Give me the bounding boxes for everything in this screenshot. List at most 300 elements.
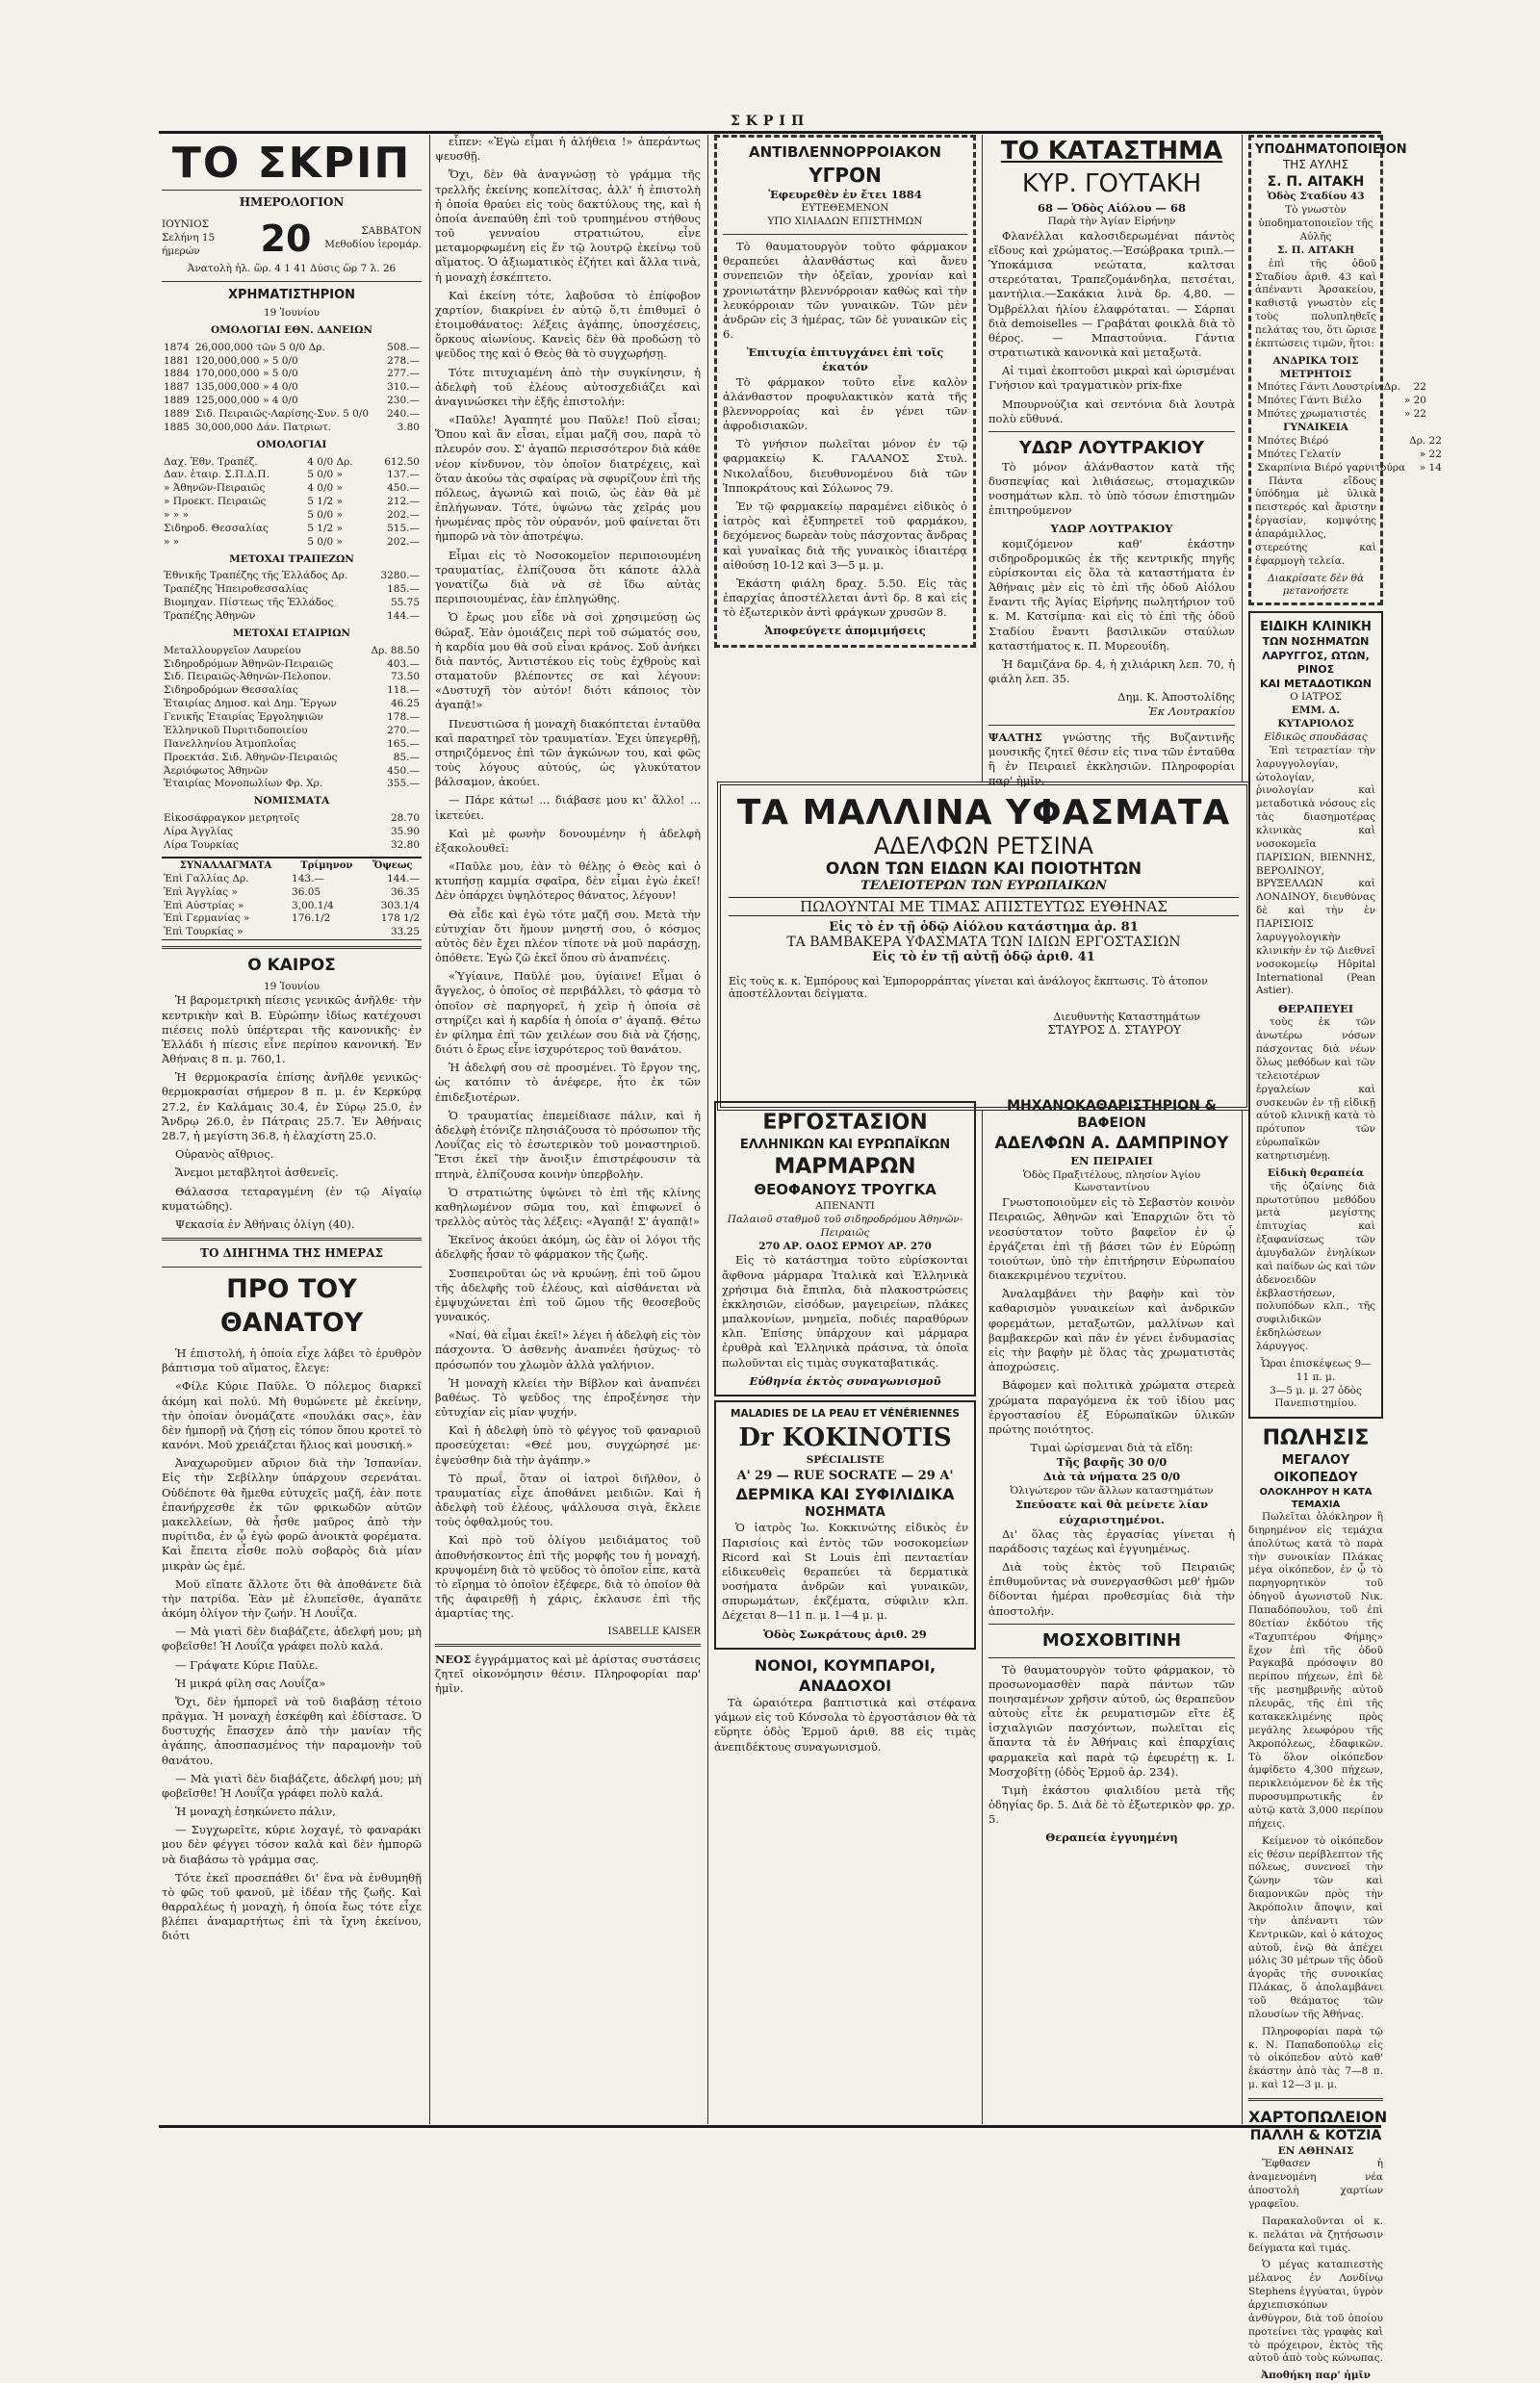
table-cell: 5 1/2 » <box>307 496 343 508</box>
table-cell: Προεκτάσ. Σιδ. Ἀθηνῶν-Πειραιῶς <box>164 751 338 763</box>
column-2 <box>435 135 701 2124</box>
story-text <box>162 1346 422 1944</box>
column-3-lower <box>714 1097 976 2124</box>
table-cell: Δρ. 22 <box>1409 434 1442 447</box>
story-paragraph: Ἡ ἐπιστολή, ἡ ὁποία εἶχε λάβει τὸ ἐρυθρὸν βάπτισμα τοῦ αἵματος, ἔλεγε: <box>162 1346 422 1375</box>
table-cell: 144.— <box>387 610 420 623</box>
table-row <box>162 886 422 900</box>
table-cell: 3,00.1/4 <box>292 899 334 911</box>
table-row <box>162 509 422 523</box>
companies-table <box>162 645 422 791</box>
table-cell: » 22 <box>1403 408 1426 421</box>
shoemaker-name-2: Σ. Π. ΑΙΤΑΚΗ <box>1276 243 1355 256</box>
goutakis-near: Παρὰ τὴν Ἁγίαν Εἰρήνην <box>1047 215 1176 227</box>
dyeworks-text-4: Δι' ὅλας τὰς ἐργασίας γίνεται ἡ παράδοσις ταχέως καὶ ἐγγυημένως. <box>988 1526 1235 1555</box>
table-cell: 135,000,000 » 4 0/0 <box>194 381 298 394</box>
story-kicker: ΤΟ ΔΙΗΓΗΜΑ ΤΗΣ ΗΜΕΡΑΣ <box>200 1246 383 1261</box>
dyeworks-price-2: Διὰ τὰ νήματα 25 0/0 <box>1042 1470 1181 1484</box>
table-cell: Ἑταιρίας Μονοπωλίων Φρ. Χρ. <box>164 778 323 790</box>
table-cell: Βιομηχαν. Πίστεως τῆς Ἑλλάδος <box>164 597 334 609</box>
table-cell: 5 0/0 » <box>307 509 343 522</box>
sale-text-2: Κείμενον τὸ οἰκόπεδον εἰς θέσιν περίβλεπτον τῆς πόλεως, συνενοεῖ τὴν ζώνην τῶν καὶ διαμονικῶν πρὸς τὴν Ἀκρόπολιν ἄποψιν, καὶ τὴν ἀπέναντι τῶν Κεντρικῶν, καὶ ὁ κάτοχος αὐτοῦ, ἐνῷ θὰ ἀπέχει μόλις 30 μέτρων τῆς ὁδοῦ ἀγορᾶς τῆς συνοικίας Πλάκας, ὅ ἀπολαμβάνει τοῦ θεάματος τῶν πλουσίων τῆς Ἀθήνας. <box>1248 1834 1383 2020</box>
story-author: ISABELLE KAISER <box>607 1626 701 1637</box>
table-cell: 125,000,000 » 4 0/0 <box>194 395 298 407</box>
stationery-place: ΕΝ ΑΘΗΝΑΙΣ <box>1277 2144 1354 2157</box>
clinic-doctor-label: Ο ΙΑΤΡΟΣ <box>1290 691 1342 704</box>
column-separator <box>707 135 708 2124</box>
table-cell: 310.— <box>387 381 420 394</box>
table-row <box>162 610 422 624</box>
clinic-doctor-name: ΕΜΜ. Δ. ΚΥΤΑΡΙΟΛΟΣ <box>1277 705 1354 730</box>
clinic-text-2: τοὺς ἐκ τῶν ἀνωτέρω νόσων πάσχοντας διὰ νέων ὅλως μεθόδων καὶ τῶν τελειοτέρων ἐργαλείων καὶ συσκευῶν ἐν τῇ εἰδικῇ αὐτοῦ κλινικῇ κατὰ τὸ πρότυπον τῶν εὐρωπαϊκῶν κατηρτισμένῃ. <box>1256 1016 1375 1162</box>
column-5-content <box>1248 135 1442 2382</box>
table-cell: 4 0/0 Δρ. <box>307 455 353 468</box>
table-cell: 5 0/0 » <box>307 535 343 548</box>
table-cell: » 22 <box>1419 448 1442 460</box>
bonds-table <box>162 342 422 435</box>
shoemaker-text-2: ἐπὶ τῆς ὁδοῦ Σταδίου ἀριθ. 43 καὶ ἀπέναντι Ἀρσακείου, καθιστᾷ γνωστὸν εἰς τοὺς πολυπληθεῖς πελάτας του, ὅτι ὥρισε ἐκπτώσεις τιμῶν, ἤτοι: <box>1255 257 1376 349</box>
clinic-sub: ΤΩΝ ΝΟΣΗΜΑΤΩΝ <box>1262 635 1370 649</box>
marble-line-2: ΜΑΡΜΑΡΩΝ <box>774 1155 916 1180</box>
table-cell: 165.— <box>387 737 420 750</box>
story-paragraph: — Γράψατε Κύριε Παῦλε. <box>175 1657 319 1672</box>
ad-text: Τὸ θαυματουργὸν τοῦτο φάρμακον θεραπεύει ἀλανθάστως καὶ ἄνευ συνεπειῶν τὴν ὀξεῖαν, χρονίαν καὶ χρονιωτάτην βλεννόρροιαν καθὼς καὶ τὴν λευκόρροιαν τῶν γυναικῶν. Τῶν μὲν ἀνδρῶν εἰς 3 ἡμέρας, τῶν δὲ γυναικῶν εἰς 6. <box>723 240 967 342</box>
table-row <box>162 684 422 698</box>
table-row <box>162 698 422 711</box>
table-cell: 508.— <box>387 341 420 353</box>
table-row <box>162 496 422 509</box>
dyeworks-text-3: Βάφομεν καὶ πολιτικὰ χρώματα στερεὰ χρώματα παραγόμενα ἐκ τοῦ ἰδίου μας ἐργοστασίου ἐξ Εὐρωπαϊκῶν ὑλικῶν πρώτης ποιότητος. <box>988 1378 1235 1436</box>
ad-shoemaker <box>1248 135 1442 605</box>
story-paragraph: Συσπειροῦται ὡς νὰ κρυώνῃ, ἐπὶ τοῦ ὤμου τῆς ἀδελφῆς τοῦ ἐλέους, καὶ αἰσθάνεται νὰ ἐμψυχώνεται ἐπὶ τοῦ ὤμου τῆς θεοσεβοῦς γυναικός. <box>435 1266 701 1324</box>
kokinotis-title: ΔΕΡΜΙΚΑ ΚΑΙ ΣΥΦΙΛΙΔΙΚΑ <box>735 1485 955 1504</box>
ad-title: ΑΝΤΙΒΛΕΝΝΟΡΡΟΙΑΚΟΝ <box>749 143 941 161</box>
stationery-title: ΧΑΡΤΟΠΩΛΕΙΟΝ <box>1248 2107 1388 2126</box>
stationery-text: Ἔφθασεν ἡ ἀναμενομένη νέα ἀποστολὴ χαρτίων γραφεῖου. <box>1248 2158 1383 2210</box>
story-paragraph: Ὄχι, δὲν ἠμπορεῖ νὰ τοῦ διαβάσῃ τέτοιο πρᾶγμα. Ἡ μοναχὴ ἐσκέφθη καὶ ἐδίστασε. Ὁ δυστυχής ἔπασχεν ἀπὸ τὴν μανίαν τῆς ἀγάπης, ἀποσπασμένος τὴν παραμονὴν τοῦ θανάτου. <box>162 1694 422 1767</box>
story-paragraph: Τὸ πρωΐ, ὅταν οἱ ἰατροὶ διῆλθον, ὁ τραυματίας εἶχε ἀποθάνει μειδιῶν. Καὶ ἡ ἀδελφὴ τοῦ ἐλέους, ψάλλουσα σιγὰ, ἔκλειε τοὺς ὀφθαλμούς του. <box>435 1471 701 1529</box>
kokinotis-spec: SPÉCIALISTE <box>806 1454 885 1467</box>
fabrics-signature: ΣΤΑΥΡΟΣ Δ. ΣΤΑΥΡΟΥ <box>1047 1023 1181 1037</box>
cantor-title: ΨΑΛΤΗΣ <box>988 730 1042 744</box>
table-cell: 176.1/2 <box>292 912 331 925</box>
story-paragraph: Τότε ἐκεῖ προσεπάθει δι' ἕνα νὰ ἐνθυμηθῇ τὸ φῶς τοῦ φανοῦ, μὲ ἰδέαν τῆς ζωῆς. Καὶ θαρραλέως ἡ μοναχὴ, ἡ ὁποία ἔως τότε εἶχε βλέπει ἀναμαρτήτως ἐπὶ τὰ ἴχνη ἐκείνου, διότι <box>162 1870 422 1943</box>
table-row <box>162 469 422 482</box>
dyeworks-text: Γνωστοποιοῦμεν εἰς τὸ Σεβαστὸν κοινὸν Πειραιῶς, Ἀθηνῶν καὶ Ἐπαρχιῶν ὅτι τὸ νεοσύστατον τοῦτο βαφεῖον ἐν ᾧ ἐργάζεται ἐπὶ τῇ βάσει τῶν ἐν Εὐρώπῃ τοιούτων, ὑπὸ τὴν ἐπιτήρησιν Εὐρωπαίου διακεκριμένου τεχνίτου. <box>988 1195 1235 1283</box>
coins-title: ΝΟΜΙΣΜΑΤΑ <box>253 795 330 807</box>
table-row <box>162 456 422 470</box>
table-cell: 178.— <box>387 711 420 724</box>
table-cell: 73.50 <box>390 671 420 683</box>
goutakis-title: ΤΟ ΚΑΤΑΣΤΗΜΑ <box>1000 137 1223 166</box>
ad-clinic <box>1248 611 1383 1419</box>
shoemaker-women-table <box>1255 435 1444 475</box>
loutraki-name: ΥΔΩΡ ΛΟΥΤΡΑΚΙΟΥ <box>1050 522 1173 536</box>
calendar-moon: Σελήνη 15 ήμερών <box>162 231 216 257</box>
table-cell: 3280.— <box>380 570 420 582</box>
table-cell: Σιδηροδ. Θεσσαλίας <box>164 522 269 534</box>
table-cell: » Ἀθηνῶν-Πειραιῶς <box>164 482 266 495</box>
loutraki-price: Ἡ δαμιζάνα δρ. 4, ἡ χιλιάρικη λεπ. 70, ἡ φιάλη λεπ. 35. <box>988 656 1235 686</box>
table-row <box>162 422 422 435</box>
table-cell: 450.— <box>387 482 420 495</box>
marble-owner: ΘΕΟΦΑΝΟΥΣ ΤΡΟΥΓΚΑ <box>754 1181 937 1199</box>
table-cell: Ἐπὶ Αὐστρίας » <box>164 899 244 911</box>
stationery-text-3: Ὁ μέγας καταπιεστὴς μέλανος ἐν Λονδίνῳ Stephens ἐγγύαται, ὑγρὸν ἀρχιεπισκόπων ἀνθύγρον, διὰ τοῦ ὁποίου προτείνει τὰς γραφὰς καὶ τὸ πρόχειρον, ἐκτὸς τῆς αὐτοῦ ἀπὸ τοὺς κώνωπας. <box>1248 2259 1383 2365</box>
goutakis-note: Αἱ τιμαὶ ἐκοπτοῦσι μικραὶ καὶ ὡρισμέναι Γνήσιον καὶ τραγματικὸν prix-fixe <box>988 364 1235 393</box>
table-row <box>162 812 422 826</box>
story-paragraph: εἶπεν: «Ἐγὼ εἶμαι ἡ ἀλήθεια !» ἀπεράντως ψευσθῇ. <box>435 135 701 164</box>
fx-header-cell: Τρίμηνον <box>300 859 353 871</box>
fx-header-cell: Ὄψεως <box>372 859 413 871</box>
marble-text: Εἰς τὸ κατάστημα τοῦτο εὑρίσκονται ἄφθονα μάρμαρα Ἰταλικὰ καὶ Ἑλληνικὰ χρήσιμα διὰ ἔπιπλα, διὰ πλακοστρώσεις ἐκκλησιῶν, εἰσόδων, μαγειρείων, πλάκες μπαλκονίων, μνημεῖα, ποδιές παραθύρων κλπ. Ἐπίσης ὑπάρχουν καὶ μάρμαρα ἐρυθρὰ καὶ Ἑλληνικὰ πράσινα, τὰ ὁποῖα πωλοῦνται εἰς τιμὰς συγκαταβατικάς. <box>722 1253 968 1370</box>
newspaper-logo: ΤΟ ΣΚΡΙΠ <box>171 139 412 188</box>
stationery-footer: Ἀποθήκη παρ' ἡμῖν <box>1261 2370 1371 2382</box>
story-paragraph: Ἡ μοναχὴ ἐσηκώνετο πάλιν, <box>175 1805 336 1819</box>
column-separator <box>429 135 430 2124</box>
fabrics-line-4: ΤΑ ΒΑΜΒΑΚΕΡΑ ΥΦΑΣΜΑΤΑ ΤΩΝ ΙΔΙΩΝ ΕΡΓΟΣΤΑΣΙΩΝ <box>786 935 1181 950</box>
table-cell: 22 <box>1413 381 1426 394</box>
table-cell: 178 1/2 <box>380 912 420 925</box>
calendar-month: ΙΟΥΝΙΟΣ <box>162 218 210 231</box>
table-cell: 85.— <box>393 751 420 763</box>
table-cell: » Προεκτ. Πειραιῶς <box>164 496 267 508</box>
sunrise-sunset: Ἀνατολὴ ἡλ. ὥρ. 4 1 41 Δύσις ὥρ 7 λ. 26 <box>187 262 397 274</box>
fabrics-address-1: Εἰς τὸ ἐν τῇ ὁδῷ Αἰόλου κατάστημα ἀρ. 81 <box>829 920 1139 935</box>
shoemaker-name: Σ. Π. ΑΙΤΑΚΗ <box>1267 173 1365 190</box>
fabrics-note: Εἰς τοὺς κ. κ. Ἐμπόρους καὶ Ἐμπορορράπτας γίνεται καὶ ἀνάλογος ἔκπτωσις. Τὸ ἀτοπον ἀποστέλλονται δείγματα. <box>729 975 1208 1000</box>
table-cell: 202.— <box>387 509 420 522</box>
table-row <box>162 765 422 779</box>
marble-address: 270 ΑΡ. ΟΔΟΣ ΕΡΜΟΥ ΑΡ. 270 <box>758 1240 932 1252</box>
goutakis-name: ΚΥΡ. ΓΟΥΤΑΚΗ <box>1021 169 1202 199</box>
table-cell: Δαχ. Ἐθν. Τραπέζ. <box>164 455 258 468</box>
ad-praise: ΕΥΤΕΘΕΜΕΝΟΝ <box>801 202 889 215</box>
bonds-title: ΟΜΟΛΟΓΙΑΙ ΕΘΝ. ΔΑΝΕΙΩΝ <box>210 323 373 336</box>
table-cell: 1884 <box>164 368 190 380</box>
table-cell: » 20 <box>1403 395 1426 407</box>
table-cell: 1881 <box>164 354 190 367</box>
godparents-title: ΝΟΝΟΙ, ΚΟΥΜΠΑΡΟΙ, ΑΝΑΔΟΧΟΙ <box>754 1655 937 1695</box>
table-cell: Ἐπὶ Γαλλίας Δρ. <box>164 872 249 884</box>
banks-title: ΜΕΤΟΧΑΙ ΤΡΑΠΕΖΩΝ <box>229 552 354 565</box>
table-cell: Ἐπὶ Γερμανίας » <box>164 912 250 925</box>
ad-marble-factory <box>714 1101 976 1396</box>
clinic-hours-2: 3—5 μ. μ. 27 ὁδὸς Πανεπιστημίου. <box>1270 1384 1362 1410</box>
goutakis-address: 68 — Ὁδὸς Αἰόλου — 68 <box>1038 200 1186 215</box>
dyeworks-text-2: Ἀναλαμβάνει τὴν βαφὴν καὶ τὸν καθαρισμὸν γυναικείων καὶ ἀνδρικῶν φορεμάτων, μεταξωτῶν, μαλλίνων καὶ βαμβακερῶν καὶ πᾶν ἐν γένει ἐνδυμασίας εἰς τὴν βαφὴν μὲ ὅλας τὰς χρωματιστὰς ἀποχρώσεις. <box>988 1287 1235 1374</box>
loutraki-title: ΥΔΩΡ ΛΟΥΤΡΑΚΙΟΥ <box>1018 437 1205 458</box>
moschovitini-text-2: Τιμὴ ἑκάστου φιαλιδίου μετὰ τῆς ὁδηγίας δρ. 5. Διὰ δὲ τὸ ἐξωτερικὸν φρ. χρ. 5. <box>988 1782 1235 1827</box>
clinic-spec-2: Εἰδικὴ θεραπεία <box>1267 1166 1364 1179</box>
table-row <box>162 900 422 913</box>
table-cell: 137.— <box>387 469 420 481</box>
table-cell: 355.— <box>387 778 420 790</box>
ad-antiblennorrhoic <box>714 135 976 648</box>
weather-text <box>162 993 422 1232</box>
calendar-block <box>162 215 422 263</box>
table-cell: 55.75 <box>390 597 420 609</box>
marble-slogan: Εὐθηνία ἐκτὸς συναγωνισμοῦ <box>749 1373 941 1388</box>
table-row <box>1255 462 1444 475</box>
fabrics-brand: ΑΔΕΛΦΩΝ ΡΕΤΣΙΝΑ <box>873 833 1094 859</box>
story-paragraph: — Πάρε κάτω! ... διάβασε μου κι' ἄλλο! ... ἱκετεύει. <box>435 793 701 822</box>
table-cell: 278.— <box>387 354 420 367</box>
clinic-line-1: ΛΑΡΥΓΓΟΣ, ΩΤΩΝ, ΡΙΝΟΣ <box>1262 649 1370 677</box>
ad-dr-kokinotis <box>714 1400 976 1650</box>
table-cell: Μπότες Γάντι Λουστρίν Δρ. <box>1257 381 1400 394</box>
goutakis-text: Φλανέλλαι καλοσιδερωμέναι πάντὸς εἴδους καὶ χρώματος.—Ἐσώβρακα τριπλ.—Ὑποκάμισα νεώτατα, καλτσαι στερεόταται, Τραπεζομάνδηλα, πετσέται, μαντήλια.—Σακάκια λινὰ δρ. 4,80. — Ὀμβρέλλαι ἡλίου ἐλαφρόταται. — Σάρπαι διὰ demoiselles — Γραβάται φοικλὰ διὰ τὸ θέρος. — Μπαστούνια. Γάντια στρατιωτικὰ κανονικὰ καὶ μεταξωτὰ. <box>988 228 1235 360</box>
table-cell: 118.— <box>387 684 420 697</box>
table-cell: 1887 <box>164 381 190 394</box>
kokinotis-name: Dr KOKINOTIS <box>738 1422 952 1452</box>
table-cell: Ἐπὶ Ἀγγλίας » <box>164 885 238 898</box>
shoemaker-note: Διακρίσατε δὲν θὰ μετανοήσετε <box>1267 572 1365 598</box>
ad-warning: Ἀποφεύγετε ἀπομιμήσεις <box>764 624 926 638</box>
table-cell: 5 0/0 » <box>307 469 343 481</box>
table-cell: Σιδηροδρόμων Ἀθηνῶν-Πειραιῶς <box>164 657 334 670</box>
table-row <box>162 711 422 725</box>
small-ad <box>435 1653 701 1697</box>
bottom-rule <box>159 2125 1381 2128</box>
story-paragraph: Ἐκεῖνος ἀκούει ἀκόμη, ὡς ἐὰν οἱ λόγοι τῆς ἀδελφῆς ἦσαν τὸ φάρμακον τῆς ζωῆς. <box>435 1233 701 1262</box>
table-cell: Ἀεριόφωτος Ἀθηνῶν <box>164 764 269 777</box>
table-row <box>162 752 422 765</box>
weather-date: 19 Ἰουνίου <box>263 980 321 992</box>
story-paragraph: Καὶ πρὸ τοῦ ὁλίγου μειδιάματος τοῦ ἀποθνήσκοντος ἐπὶ τῆς μορφῆς του ἡ μοναχή, κρυψομένη διὰ τὸ ψεῦδος τὸ ὁποῖον εἶπε, κατὰ τὸ εἴρημα τὸ ὁποῖον ἐξέφερε, διὰ τὸ ὁποῖον θὰ τῆς ἀφαιρεθῇ ἡ χάρις, ἐκλαυσε ἐπὶ τῆς ἁμαρτίας της. <box>435 1533 701 1621</box>
dyeworks-price-1: Τῆς βαφῆς 30 0/0 <box>1056 1455 1168 1470</box>
clinic-hours: Ὧραι ἐπισκέψεως 9—11 π. μ. <box>1260 1357 1372 1383</box>
table-cell: Μπότες Γελατίν <box>1257 448 1342 460</box>
table-cell: 36.05 <box>292 885 321 898</box>
column-4-lower <box>988 1097 1235 2124</box>
marble-station: Παλαιοῦ σταθμοῦ τοῦ σιδηροδρόμου Ἀθηνῶν-Πειραιῶς <box>727 1213 963 1239</box>
table-cell: 170,000,000 » 5 0/0 <box>194 368 298 380</box>
running-head: ΣΚΡΙΠ <box>730 114 810 129</box>
table-row <box>162 408 422 422</box>
table-cell: 212.— <box>387 496 420 508</box>
table-cell: Δρ. 88.50 <box>371 644 420 656</box>
table-cell: 33.25 <box>390 926 420 938</box>
shoemaker-sub: ΤΗΣ ΑΥΛΗΣ <box>1282 158 1349 172</box>
table-cell: 5 1/2 » <box>307 522 343 534</box>
loutraki-signature: Δημ. Κ. Ἀποστολίδης <box>1117 690 1235 705</box>
marble-title: ΕΡΓΟΣΤΑΣΙΟΝ <box>762 1111 928 1135</box>
table-row <box>162 839 422 853</box>
table-cell: 144.— <box>387 872 420 884</box>
story-paragraph: — Μὰ γιατὶ δὲν διαβάζετε, ἀδελφή μου; μὴ φοβεῖσθε! Ἡ Λουΐζα γράφει πολὺ καλά. <box>162 1771 422 1800</box>
fabrics-signature-role: Διευθυντὴς Καταστημάτων <box>1053 1011 1200 1023</box>
table-cell: 46.25 <box>390 698 420 710</box>
clinic-spec: Εἰδικῶς σπουδάσας <box>1264 731 1368 744</box>
story-paragraph: — Μὰ γιατὶ δὲν διαβάζετε, ἀδελφή μου; μὴ φοβεῖσθε! Ἡ Λουΐζα γράφει πολὺ καλά. <box>162 1625 422 1653</box>
calendar-weekday: ΣΑΒΒΑΤΟΝ <box>361 225 422 238</box>
kokinotis-street: Ὁδὸς Σωκράτους ἀριθ. 29 <box>763 1627 927 1641</box>
story-continuation <box>435 135 701 1622</box>
table-cell: 32.80 <box>390 838 420 851</box>
table-cell: Σκαρπίνια Βιέρό γαρνιτούρα <box>1257 461 1406 474</box>
shoemaker-address: Ὁδὸς Σταδίου 43 <box>1267 191 1365 203</box>
table-cell: Ἑλληνικοῦ Πυριτιδοποιείου <box>164 724 308 736</box>
weather-paragraph: Ἡ βαρομετρικὴ πίεσις γενικῶς ἀνῆλθε· τὴν κεντρικὴν καὶ Β. Εὐρώπην ἰδίως κατέχουσι πιέσεις πολὺ ὑπέρτεραι τῆς κανονικῆς· ἐν Ἑλλάδι ἡ πίεσις εἶνε περίπου κανονική. Ἐν Ἀθήναις 8 π. μ. 760,1. <box>162 993 422 1066</box>
dyeworks-text-5: Διὰ τοὺς ἐκτὸς τοῦ Πειραιῶς ἐπιθυμοῦντας νὰ συνεργασθῶσι μεθ' ἡμῶν δίδονται ἡμέραι προθεσμίας διὰ τὴν ἀποστολήν. <box>988 1560 1235 1618</box>
stationery-text-2: Παρακαλοῦνται οἱ κ. κ. πελάται νὰ ζητήσωσιν δείγματα καὶ τιμάς. <box>1248 2215 1383 2254</box>
shoemaker-text-3: Πάντα εἴδους ὑπόδημα μὲ ὑλικὰ πειστερός καὶ ἄριστην ἐργασίαν, κομψότης ἀπαράμιλλος, στερεότης καὶ ἐφαρμογὴ τελεία. <box>1255 474 1376 567</box>
fabrics-title: ΤΑ ΜΑΛΛΙΝΑ ΥΦΑΣΜΑΤΑ <box>736 793 1231 833</box>
story-paragraph: Καὶ μὲ φωνὴν δονουμένην ἡ ἀδελφὴ ἐξακολουθεῖ: <box>435 826 701 855</box>
table-cell: 143.— <box>292 872 324 884</box>
ad-sale: Τὸ γνήσιον πωλεῖται μόνον ἐν τῷ φαρμακείῳ Κ. ΓΑΛΑΝΟΣ Στυλ. Νικολαΐδου, διευθυνομένου διὰ τῶν Ἱπποκράτους καὶ Σόλωνος 79. <box>723 437 967 495</box>
kokinotis-text: Ὁ ἰατρὸς Ἰω. Κοκκινώτης εἰδικὸς ἐν Παρισίοις καὶ ἐντὸς τῶν νοσοκομείων Ricord καὶ St Louis ἐπὶ πενταετίαν εἰδικευθεὶς θεραπεύει τὰ δερματικὰ νοσήματα ἀνδρῶν καὶ γυναικῶν, σπυρωμάτων, ἐκζέματα, σύφιλιν κλπ. Δέχεται 8—11 π. μ. 1—4 μ. μ. <box>722 1521 968 1623</box>
fabrics-address-2: Εἰς τὸ ἐν τῇ αὐτῇ ὁδῷ ἀριθ. 41 <box>872 950 1095 964</box>
table-cell: 1889 <box>164 408 190 421</box>
column-1 <box>162 135 422 2124</box>
story-paragraph: Ἡ μικρά φίλη σας Λουΐζα» <box>175 1676 326 1690</box>
story-paragraph: Ἀναχωροῦμεν αὔριον διὰ τὴν Ἰσπανίαν. Εἰς τὴν Σεβίλλην ὑπάρχουν σερενάται. Οὐδέποτε θὰ ἤμεθα εὐτυχεῖς μαζῆ, ἐὰν ποτε ἐπανήρχεσθε ἐκ τῶν φρικωδῶν αὐτῶν μακελλείων, θὰ ἦσθε μαῦρος ἀπὸ τὴν πυρίτιδα, ἐν ᾧ ἐγὼ φορῶ ἀνοικτὰ φορέματα. Καὶ ἔπειτα εἶσθε πολὺ σοβαρὸς διὰ μίαν μικρὰν ὡς ἐμέ. <box>162 1456 422 1573</box>
table-row <box>162 583 422 597</box>
dyeworks-address: Ὁδὸς Πραξιτέλους, πλησίον Ἁγίου Κωνσταντίνου <box>1022 1168 1201 1194</box>
table-cell: 230.— <box>387 395 420 407</box>
fabrics-line-3: ΠΩΛΟΥΝΤΑΙ ΜΕ ΤΙΜΑΣ ΑΠΙΣΤΕΥΤΩΣ ΕΥΘΗΝΑΣ <box>729 897 1239 916</box>
table-cell: 185.— <box>387 583 420 596</box>
dyeworks-prices-title: Τιμαὶ ὡρίσμεναι διὰ τὰ εἴδη: <box>1030 1441 1194 1455</box>
table-row <box>1255 408 1428 422</box>
column-separator <box>1242 135 1243 2124</box>
table-cell: 28.70 <box>390 812 420 825</box>
ad-subtitle: ΥΓΡΟΝ <box>808 163 882 187</box>
weather-paragraph: Οὐρανὸς αἴθριος. <box>175 1147 274 1162</box>
table-cell: 303.1/4 <box>380 899 420 911</box>
table-row <box>162 725 422 738</box>
table-cell: Ἐθνικῆς Τραπέζης τῆς Ἑλλάδος Δρ. <box>164 570 348 582</box>
table-cell: Μεταλλουργεῖον Λαυρείου <box>164 644 301 656</box>
dyeworks-name: ΑΔΕΛΦΩΝ Α. ΔΑΜΠΡΙΝΟΥ <box>994 1133 1229 1153</box>
companies-title: ΜΕΤΟΧΑΙ ΕΤΑΙΡΙΩΝ <box>232 627 351 639</box>
moschovitini-title: ΜΟΣΧΟΒΙΤΙΝΗ <box>1041 1629 1182 1651</box>
dyeworks-place: ΕΝ ΠΕΙΡΑΙΕΙ <box>1070 1154 1153 1168</box>
table-cell: 3.80 <box>397 421 420 433</box>
kokinotis-address: Α' 29 — RUE SOCRATE — 29 Α' <box>736 1469 954 1484</box>
table-cell: Μπότες Γάντι Βιέλο <box>1257 395 1362 407</box>
coins-table <box>162 812 422 853</box>
sale-line-1: ΟΛΟΚΛΗΡΟΥ Η ΚΑΤΑ ΤΕΜΑΧΙΑ <box>1259 1486 1373 1510</box>
table-cell: 1885 <box>164 421 190 433</box>
clinic-title: ΕΙΔΙΚΗ ΚΛΙΝΙΚΗ <box>1260 620 1372 635</box>
marble-line-1: ΕΛΛΗΝΙΚΩΝ ΚΑΙ ΕΥΡΩΠΑΪΚΩΝ <box>739 1138 951 1153</box>
table-cell: Μπότες χρωματιστές <box>1257 408 1367 421</box>
table-row <box>162 342 422 355</box>
dyeworks-slogan: Σπεύσατε καὶ θὰ μείνετε λίαν εὐχαριστημένοι. <box>1014 1498 1209 1526</box>
table-cell: Λίρα Ἀγγλίας <box>164 825 234 837</box>
table-cell: Τραπέζης Ἠπειροθεσσαλίας <box>164 583 309 596</box>
table-cell: Σιδ. Πειραιῶς-Λαρίσης-Συν. 5 0/0 <box>194 408 370 421</box>
story-title: ΠΡΟ ΤΟΥ ΘΑΝΑΤΟΥ <box>219 1273 364 1339</box>
table-row <box>162 738 422 752</box>
shoemaker-men-title: ΑΝΔΡΙΚΑ ΤΟΙΣ ΜΕΤΡΗΤΟΙΣ <box>1272 354 1359 380</box>
weather-paragraph: Ἄνεμοι μεταβλητοὶ ἀσθενεῖς. <box>175 1166 339 1180</box>
table-row <box>162 570 422 583</box>
small-ad-text: ἐγγράμματος καὶ μὲ ἀρίστας συστάσεις ζητεῖ οἰκονόμησιν θέσιν. Πληροφορίαι παρ' ἡμῖν. <box>435 1652 701 1696</box>
sale-text-3: Πληροφορίαι παρὰ τῷ κ. Ν. Παπαδοπούλῳ εἰς τὸ οἰκόπεδον αὐτὸ καθ' ἑκάστην ἀπὸ τὰς 7—8 π. μ. καὶ 12—3 μ. μ. <box>1248 2025 1383 2091</box>
table-cell: Γενικῆς Ἑταιρίας Ἐργοληψιῶν <box>164 711 323 724</box>
story-paragraph: Ὁ ἔρως μου εἶδε νὰ σοὶ χρησιμεύσῃ ὡς θώραξ. Ἐὰν ὁμοιάζεις περὶ τοῦ σώματός σου, ἡ καρδία μου θὰ σοῦ εἶναι κράνος. Σοῦ ἀνήκει διὰ παντός, Ἀντιστέκου εἰς τοὺς ἐχθροὺς καὶ σταματοῦν βλέποντες σε καὶ λέγουν: «Δυστυχῆ τὸν αὐτόν! διότι κάποιος τὸν ἀγαπᾷ!» <box>435 610 701 712</box>
cantor-text: γνώστης τῆς Βυζαντινῆς μουσικῆς ζητεῖ θέσιν εἰς τινα τῶν ἐνταῦθα ἢ ἐν Πειραιεῖ ἐκκλησιῶν. Πληροφορίαι παρ' ἡμῖν. <box>988 730 1236 788</box>
stationery-name: ΠΑΛΛΗ & ΚΟΤΖΙΑ <box>1249 2128 1382 2144</box>
dyeworks-price-3: Ὀλιγώτερον τῶν ἄλλων καταστημάτων <box>1010 1484 1214 1497</box>
column-separator <box>982 135 983 2124</box>
weather-paragraph: Ἡ θερμοκρασία ἐπίσης ἀνῆλθε γενικῶς· θερμοκρασίαι σήμερον 8 π. μ. ἐν Κερκύρᾳ 27.2, ἐν Καλάμαις 30.4, ἐν Σύρῳ 25.0, ἐν Ἄνδρῳ 26.0, ἐν Πάτραις 25.7. Ἐν Ἀθήναις 28.7, ἡ μεγίστη 36.8, ἡ ἐλαχίστη 25.0. <box>162 1070 422 1142</box>
weather-paragraph: Ψεκασία ἐν Ἀθήναις ὀλίγη (40). <box>175 1217 355 1231</box>
table-cell: 35.90 <box>390 825 420 837</box>
sale-text: Πωλεῖται ὁλόκληρον ἢ διηρημένον εἰς τεμάχια ἀπολύτως κατὰ τὸ παρὰ τὴν συνοικίαν Πλάκας μέγα οἰκόπεδον, ἐν ᾧ τὸ παρηγορητικὸν τοῦ ὁδηγοῦ ἀγωνιστοῦ Νικ. Παπαδόπουλου, τοῦ ἐπὶ 80ετίαν ἐκδότου τῆς «Ταχυπτέρου Φήμης» ἔχον ἐπὶ τῆς ὁδοῦ Ραγκαβᾶ πρόσοψιν 80 περίπου πήχεων, ἐπὶ δὲ τῆς μεσημβρινῆς αὐτοῦ πλευρᾶς, τῆς ἐπὶ τῆς κατακεκλιμένης πρὸς μεγάλης λεωφόρου τῆς Ἀκροπόλεως, ἐδαφικῶν. Τὸ ὅλον οἰκόπεδον ἀμφίδετο 4,300 πήχεων, περικλειόμενον δὲ ἐκ τῆς πυροσυμπρωτικῆς ἐν αὐτῷ κατὰ 3,000 περίπου πήχεις. <box>1248 1511 1383 1830</box>
story-paragraph: Ἡ μοναχὴ κλείει τὴν Βίβλον καὶ ἀναπνέει βαθέως. Τὸ ψεῦδος της ἐπροξένησε τὴν εὐτυχίαν εἰς μίαν ψυχήν. <box>435 1375 701 1420</box>
ad-price: Ἑκάστη φιάλη δραχ. 5.50. Εἰς τὰς ἐπαρχίας ἀποστέλλεται ἀντὶ δρ. 8 καὶ εἰς τὸ ἐξωτερικὸν ἀντὶ φράγκων χρυσῶν 8. <box>723 576 967 620</box>
story-paragraph: «Παῦλε μου, ἐὰν τὸ θέλῃς ὁ Θεὸς καὶ ὁ κτυπήσῃ καμμία σφαῖρα, δὲν εἶμαι ἐγὼ ἐκεῖ! Δὲν ὀπάρχει ὑψηλότερος θάνατος, λέγουν! <box>435 859 701 903</box>
calendar-day: 20 <box>260 217 312 260</box>
story-paragraph: Μοῦ εἴπατε ἄλλοτε ὅτι θὰ ἀποθάνετε διὰ τὴν πατρίδα. Ἐὰν μὲ ἐλυπεῖσθε, ἀγαπᾶτε ἀκόμη ὀλίγον τὴν ζωήν. Ἡ Λουΐζα. <box>162 1576 422 1621</box>
table-row <box>162 912 422 926</box>
table-row <box>162 597 422 610</box>
table-row <box>162 381 422 395</box>
table-row <box>1255 435 1444 448</box>
table-cell: 1889 <box>164 395 190 407</box>
table-cell: 240.— <box>387 408 420 421</box>
table-cell: 612.50 <box>384 455 420 468</box>
fx-table <box>162 857 422 940</box>
small-ad-head: ΝΕΟΣ <box>435 1652 472 1666</box>
clinic-text-3: τῆς ὀζαίνης διὰ πρωτοτύπου μεθόδου μετὰ μεγίστης ἐπιτυχίας καὶ ἐξαφανίσεως τῶν ἀμυγδαλῶν ἐνηλίκων καὶ παίδων ὡς καὶ τῶν ἀδενοειδῶν ἐκβλαστήσεων, πολυπόδων κλπ., τῆς συφιλιδικῶν ἐκδηλώσεων λάρυγγος. <box>1256 1180 1375 1353</box>
story-paragraph: Ὁ τραυματίας ἐπεμείδιασε πάλιν, καὶ ἡ ἀδελφὴ ἐτόνιζε πλησιάζουσα τὸ πρόσωπον τῆς Λουΐζας εἰς τὸ ἐσωτερικὸν τοῦ μοναστηριοῦ. Ἔτσι ἐκεῖ τὴν ἄνοιξιν ἐπιστρέφουσιν τὰ πτηνὰ, ἐλπίζουσα κοινὴν ὑπερβολὴν. <box>435 1108 701 1181</box>
sale-sub: ΜΕΓΑΛΟΥ ΟΙΚΟΠΕΔΟΥ <box>1273 1453 1358 1485</box>
story-paragraph: Καὶ ἡ ἀδελφὴ ὑπὸ τὸ φέγγος τοῦ φαναριοῦ προσεύχεται: «Θεέ μου, συγχώρησέ με· ἐψεύσθην διὰ τὴν ἀγάπην.» <box>435 1423 701 1467</box>
ad-since: Ἐφευρεθὲν ἐν ἔτει 1884 <box>768 188 922 202</box>
story-paragraph: — Συγχωρεῖτε, κύριε λοχαγέ, τὸ φαναράκι μου δὲν φέγγει τόσον καλὰ καὶ δὲν ἠμπορῶ νὰ διαβάσω τὸ γράμμα σας. <box>162 1823 422 1866</box>
godparents-text: Τὰ ὡραιότερα βαπτιστικὰ καὶ στέφανα γάμων εἰς τοῦ Κόνσολα τὸ ἐργοστάσιον θὰ τὰ εὕρητε ὁδὸς Ἑρμοῦ ἀριθ. 88 εἰς τιμὰς ἀνεπιδέκτους συναγωνισμοῦ. <box>714 1696 976 1754</box>
ad-by: ΥΠΟ ΧΙΛΙΑΔΩΝ ΕΠΙΣΤΗΜΩΝ <box>767 216 923 228</box>
table-row <box>162 645 422 658</box>
table-row <box>1255 448 1444 462</box>
goutakis-note-2: Μπουρνούζια καὶ σεντόνια διὰ λουτρὰ πολὺ εὔθυνά. <box>988 397 1235 425</box>
story-paragraph: Ὁ στρατιώτης ὑψώνει τὸ ἐπὶ τῆς κλίνης καθηλωμένον σῶμα του, καὶ ἐπιφωνεῖ ὁ τρελλὸς αὐτὸς τὰς λέξεις: «Ἀγαπᾷ! Σ' ἀγαπᾷ!» <box>435 1185 701 1229</box>
exchange-date: 19 Ἰουνίου <box>263 307 321 319</box>
kokinotis-head: MALADIES DE LA PEAU ET VÉNÉRIENNES <box>731 1408 960 1420</box>
bonds2-title: ΟΜΟΛΟΓΙΑΙ <box>256 438 327 450</box>
loutraki-text: Τὸ μόνον ἀλάνθαστον κατὰ τῆς δυσπεψίας καὶ λιθιάσεως, στομαχικῶν νοσημάτων κλπ. τὸ ὑπὸ τόσων ἐπιστημῶν ἐπιτηρούμενον <box>988 459 1235 518</box>
table-cell: 403.— <box>387 657 420 670</box>
fx-header-cell: ΣΥΝΑΛΛΑΓΜΑΤΑ <box>179 859 272 871</box>
table-cell: 36.35 <box>390 885 420 898</box>
clinic-heals: ΘΕΡΑΠΕΥΕΙ <box>1277 1002 1354 1016</box>
calendar-feast: Μεθοδίου ἱερομάρ. <box>324 238 422 250</box>
table-row <box>162 355 422 369</box>
exchange-title: ΧΡΗΜΑΤΙΣΤΗΡΙΟΝ <box>227 287 356 302</box>
table-cell: Ἐπὶ Τουρκίας » <box>164 926 244 938</box>
story-paragraph: Τότε πιτυχιαμένη ἀπὸ τὴν συγκίνησιν, ἡ ἀδελφὴ τοῦ ἐλέους αὐτοσχεδιάζει καὶ ἀναγινώσκει τὴν ἑξῆς ἐπιστολήν: <box>435 365 701 408</box>
marble-opposite: ΑΠΕΝΑΝΤΙ <box>815 1200 875 1213</box>
top-rule <box>159 131 1381 134</box>
table-row <box>1255 395 1428 408</box>
moschovitini-text: Τὸ θαυματουργὸν τοῦτο φάρμακον, τὸ προσωνομασθὲν παρὰ πάντων τῶν ποιησαμένων χρῆσιν αὐτοῦ, ὡς θεραπεῦον αὐτοὺς εἶτε ἐκ ρευματισμῶν εἴτε ἐξ ἰσχιαλγιῶν πασχόντων, πωλεῖται εἰς ἅπαντα τὰ ἐν Ἀθήναις καὶ ἐπαρχίαις φαρμακεῖα καὶ παρὰ τῷ ἐφευρέτῃ κ. Ι. Μοσχοβίτῃ (ὁδὸς Ἑρμοῦ ἀρ. 234). <box>988 1662 1235 1779</box>
table-cell: Ἑταιρίας Δημοσ. καὶ Δημ. Ἔργων <box>164 698 337 710</box>
table-cell: 1874 <box>164 341 190 353</box>
table-cell: 450.— <box>387 764 420 777</box>
column-4 <box>988 135 1235 1085</box>
table-cell <box>290 926 364 939</box>
weather-title: Ο ΚΑΙΡΟΣ <box>247 956 336 976</box>
kokinotis-sub: ΝΟΣΗΜΑΤΑ <box>805 1505 886 1521</box>
table-cell: Πανελληνίου Ἀτμοπλοΐας <box>164 737 296 750</box>
story-paragraph: «Ναί, θὰ εἶμαι ἐκεῖ!» λέγει ἡ ἀδελφὴ εἰς τὸν πάσχοντα. Ὁ ἀσθενὴς ἀναπνέει ἡσύχως· τὸ πρόσωπόν του χλωμὸν ἀλλὰ γαλήνιον. <box>435 1328 701 1371</box>
